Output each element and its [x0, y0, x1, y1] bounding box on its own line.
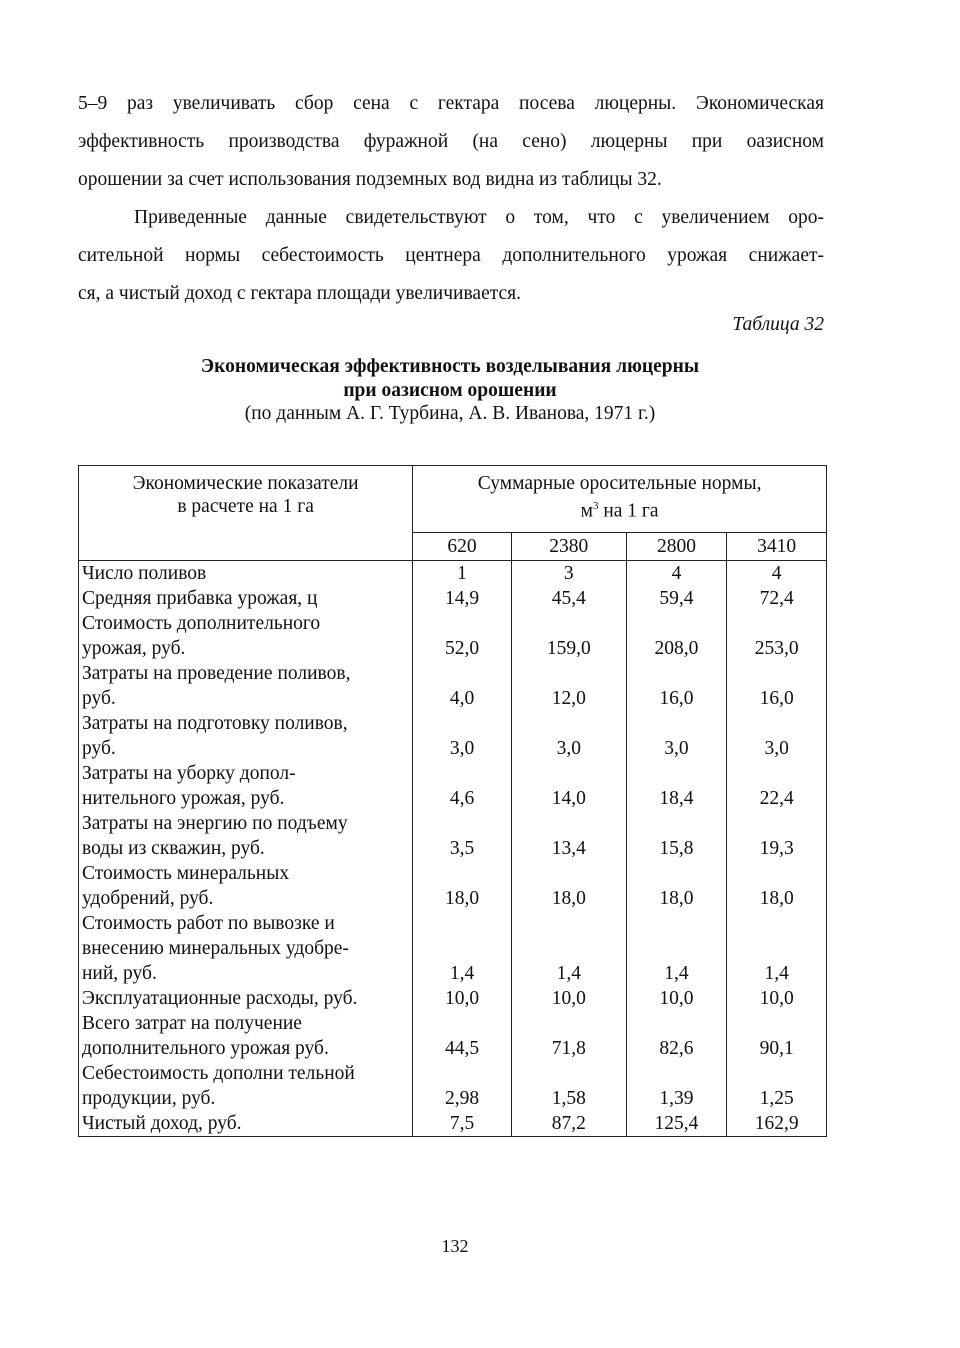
row-label [79, 811, 413, 861]
row-label-line: воды из скважин, руб. [82, 838, 265, 859]
paragraph-2-line: ся, а чистый доход с гектара площади увеличивается. [78, 283, 521, 304]
row-label-line: Средняя прибавка урожая, ц [82, 588, 318, 609]
row-value: 7,5 [413, 1111, 512, 1137]
row-label [79, 611, 413, 661]
row-label-line: Стоимость работ по вывозке и [82, 913, 335, 934]
header-norms-line: Суммарные оросительные нормы, [477, 473, 762, 494]
row-value: 90,1 [727, 1011, 827, 1061]
row-value: 16,0 [727, 661, 827, 711]
unit-rest: на 1 га [598, 500, 659, 522]
row-value: 10,0 [626, 986, 727, 1011]
row-label [79, 861, 413, 911]
row-label-line: Эксплуатационные расходы, руб. [82, 988, 358, 1009]
row-label [79, 1061, 413, 1111]
table-row [79, 861, 827, 911]
row-value: 1,4 [511, 911, 626, 986]
row-label [79, 1011, 413, 1061]
table-row [79, 661, 827, 711]
paragraph-2-line: сительной нормы себестоимость центнера дополнительного урожая снижает- [78, 245, 824, 266]
row-value: 10,0 [511, 986, 626, 1011]
table-row [79, 711, 827, 761]
row-label [79, 661, 413, 711]
row-label-line: Всего затрат на получение [82, 1013, 302, 1034]
table-row [79, 811, 827, 861]
row-value: 1,58 [511, 1061, 626, 1111]
table-title-continued: при оазисном орошении [343, 380, 557, 401]
row-value: 3,0 [626, 711, 727, 761]
row-value: 253,0 [727, 611, 827, 661]
row-label [79, 986, 413, 1011]
row-value: 18,0 [626, 861, 727, 911]
row-value: 1,4 [626, 911, 727, 986]
row-value: 3,5 [413, 811, 512, 861]
row-value: 159,0 [511, 611, 626, 661]
row-value: 59,4 [626, 586, 727, 611]
row-value: 18,0 [511, 861, 626, 911]
table-row [79, 1061, 827, 1111]
row-value: 1,39 [626, 1061, 727, 1111]
row-value: 18,4 [626, 761, 727, 811]
paragraph-2 [78, 199, 824, 313]
row-value: 2,98 [413, 1061, 512, 1111]
row-label-line: урожая, руб. [82, 638, 186, 659]
column-header: 2380 [511, 533, 626, 561]
data-table [78, 465, 827, 1137]
row-value: 1 [413, 561, 512, 587]
row-value: 44,5 [413, 1011, 512, 1061]
row-label-line: дополнительного урожая руб. [82, 1038, 329, 1059]
row-label-line: Затраты на проведение поливов, [82, 663, 351, 684]
row-label-line: руб. [82, 738, 116, 759]
row-label-line: удобрений, руб. [82, 888, 214, 909]
table-row [79, 911, 827, 986]
row-value: 13,4 [511, 811, 626, 861]
row-value: 4,0 [413, 661, 512, 711]
column-header: 3410 [727, 533, 827, 561]
row-label-line: внесению минеральных удобре- [82, 938, 349, 959]
row-value: 45,4 [511, 586, 626, 611]
row-value: 19,3 [727, 811, 827, 861]
column-header: 620 [413, 533, 512, 561]
row-label-line: нительного урожая, руб. [82, 788, 285, 809]
row-value: 10,0 [413, 986, 512, 1011]
row-value: 10,0 [727, 986, 827, 1011]
row-label [79, 711, 413, 761]
row-value: 12,0 [511, 661, 626, 711]
table-row [79, 761, 827, 811]
table-label: Таблица 32 [732, 314, 824, 335]
unit-exponent: 3 [592, 500, 599, 512]
row-value: 3 [511, 561, 626, 587]
header-indicators-line: в расчете на 1 га [177, 496, 314, 517]
row-value: 71,8 [511, 1011, 626, 1061]
row-value: 3,0 [511, 711, 626, 761]
row-value: 1,4 [413, 911, 512, 986]
row-value: 4 [727, 561, 827, 587]
row-label-line: Стоимость минеральных [82, 863, 290, 884]
row-value: 4 [626, 561, 727, 587]
row-label [79, 561, 413, 587]
table-row [79, 586, 827, 611]
paragraph-1 [78, 85, 824, 199]
header-indicators [79, 466, 413, 561]
page-number: 132 [441, 1236, 469, 1256]
header-norms-unit [413, 495, 826, 523]
row-value: 15,8 [626, 811, 727, 861]
row-value: 162,9 [727, 1111, 827, 1137]
row-value: 14,9 [413, 586, 512, 611]
table-title: Экономическая эффективность возделывания люцерны [200, 356, 700, 377]
row-value: 1,4 [727, 911, 827, 986]
paragraph-2-line: Приведенные данные свидетельствуют о том, что с увеличением оро- [134, 207, 824, 228]
table-row [79, 1111, 827, 1137]
column-header: 2800 [626, 533, 727, 561]
paragraph-1-line: 5–9 раз увеличивать сбор сена с гектара посева люцерны. Экономическая [78, 93, 824, 114]
row-label-line: ний, руб. [82, 963, 157, 984]
table-row [79, 561, 827, 587]
row-label-line: руб. [82, 688, 116, 709]
row-label-line: Затраты на энергию по подъему [82, 813, 348, 834]
row-value: 3,0 [727, 711, 827, 761]
row-value: 4,6 [413, 761, 512, 811]
row-value: 18,0 [727, 861, 827, 911]
row-value: 3,0 [413, 711, 512, 761]
row-value: 14,0 [511, 761, 626, 811]
row-label-line: Чистый доход, руб. [82, 1113, 242, 1134]
paragraph-1-line: эффективность производства фуражной (на сено) люцерны при оазисном [78, 131, 824, 152]
row-label-line: Стоимость дополнительного [82, 613, 321, 634]
row-value: 22,4 [727, 761, 827, 811]
row-value: 18,0 [413, 861, 512, 911]
table-row [79, 986, 827, 1011]
table-row [79, 1011, 827, 1061]
row-value: 82,6 [626, 1011, 727, 1061]
header-irrigation-norms [413, 466, 827, 533]
row-label-line: Число поливов [82, 563, 207, 584]
row-value: 72,4 [727, 586, 827, 611]
row-label-line: Себестоимость дополни тельной [82, 1063, 355, 1084]
row-value: 208,0 [626, 611, 727, 661]
row-value: 125,4 [626, 1111, 727, 1137]
row-label-line: Затраты на подготовку поливов, [82, 713, 348, 734]
row-label [79, 911, 413, 986]
table-row [79, 611, 827, 661]
row-value: 87,2 [511, 1111, 626, 1137]
row-label [79, 1111, 413, 1137]
row-value: 1,25 [727, 1061, 827, 1111]
unit-m: м [580, 500, 593, 522]
row-label-line: продукции, руб. [82, 1088, 216, 1109]
row-label [79, 586, 413, 611]
row-value: 16,0 [626, 661, 727, 711]
row-label [79, 761, 413, 811]
row-label-line: Затраты на уборку допол- [82, 763, 296, 784]
header-indicators-line: Экономические показатели [132, 473, 359, 494]
row-value: 52,0 [413, 611, 512, 661]
paragraph-1-line: орошении за счет использования подземных вод видна из таблицы 32. [78, 169, 662, 190]
table-source: (по данным А. Г. Турбина, А. В. Иванова, 1971 г.) [244, 403, 656, 424]
